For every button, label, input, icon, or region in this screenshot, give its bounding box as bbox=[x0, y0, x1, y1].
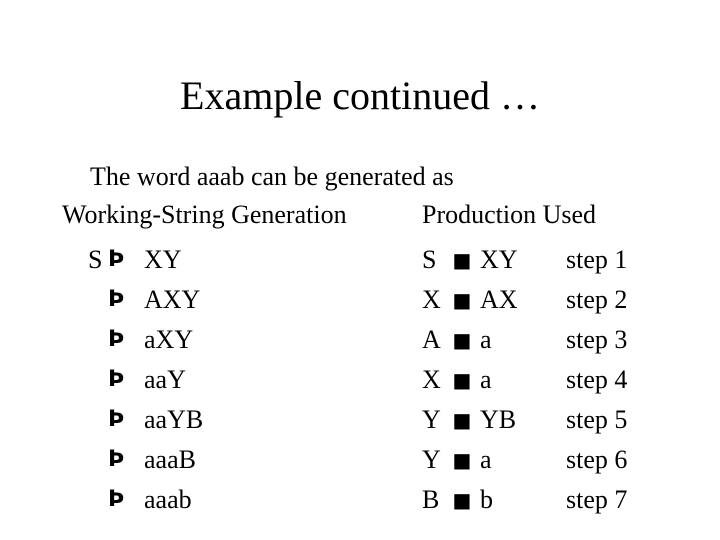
production-row bbox=[422, 440, 627, 480]
implies-arrow-icon: Þ bbox=[108, 367, 125, 392]
production-rhs: YB bbox=[480, 405, 517, 434]
production-lhs: A bbox=[422, 325, 441, 354]
implies-arrow-icon: Þ bbox=[108, 487, 125, 512]
implies-arrow-icon: Þ bbox=[108, 327, 125, 352]
working-string: aaaB bbox=[144, 445, 196, 474]
derivation-row bbox=[88, 360, 203, 400]
production-marker-icon: ■ bbox=[452, 488, 472, 512]
derivation-row bbox=[88, 400, 203, 440]
production-lhs: S bbox=[422, 245, 437, 274]
production-rhs: a bbox=[480, 445, 492, 474]
production-lhs: Y bbox=[422, 445, 441, 474]
start-symbol: S bbox=[88, 245, 103, 274]
implies-arrow-icon: Þ bbox=[108, 247, 125, 272]
implies-arrow-icon: Þ bbox=[108, 407, 125, 432]
production-step: step 5 bbox=[566, 405, 628, 434]
slide-title: Example continued … bbox=[180, 73, 540, 118]
working-string: aaY bbox=[144, 365, 186, 394]
working-string: aaYB bbox=[144, 405, 204, 434]
production-step: step 2 bbox=[566, 285, 628, 314]
production-marker-icon: ■ bbox=[452, 288, 472, 312]
production-row bbox=[422, 360, 627, 400]
production-lhs: X bbox=[422, 365, 441, 394]
intro-text: The word aaab can be generated as bbox=[90, 162, 454, 191]
production-rhs: a bbox=[480, 365, 492, 394]
production-step: step 3 bbox=[566, 325, 628, 354]
production-rhs: b bbox=[480, 485, 493, 514]
production-row bbox=[422, 400, 627, 440]
production-marker-icon: ■ bbox=[452, 448, 472, 472]
production-list bbox=[422, 240, 627, 520]
production-lhs: Y bbox=[422, 405, 441, 434]
production-row bbox=[422, 480, 627, 520]
working-string: AXY bbox=[144, 285, 201, 314]
working-string: aXY bbox=[144, 325, 194, 354]
production-step: step 1 bbox=[566, 245, 628, 274]
working-string: XY bbox=[144, 245, 182, 274]
production-header: Production Used bbox=[422, 200, 597, 229]
production-step: step 6 bbox=[566, 445, 628, 474]
implies-arrow-icon: Þ bbox=[108, 447, 125, 472]
production-rhs: a bbox=[480, 325, 492, 354]
production-step: step 7 bbox=[566, 485, 628, 514]
derivation-row bbox=[88, 240, 203, 280]
production-marker-icon: ■ bbox=[452, 368, 472, 392]
implies-arrow-icon: Þ bbox=[108, 287, 125, 312]
production-row bbox=[422, 320, 627, 360]
derivation-list bbox=[88, 240, 203, 520]
production-step: step 4 bbox=[566, 365, 628, 394]
production-marker-icon: ■ bbox=[452, 408, 472, 432]
derivation-row bbox=[88, 320, 203, 360]
derivation-header: Working-String Generation bbox=[62, 200, 347, 229]
production-lhs: B bbox=[422, 485, 440, 514]
production-marker-icon: ■ bbox=[452, 328, 472, 352]
working-string: aaab bbox=[144, 485, 192, 514]
production-rhs: AX bbox=[480, 285, 518, 314]
production-rhs: XY bbox=[480, 245, 518, 274]
production-row bbox=[422, 280, 627, 320]
production-marker-icon: ■ bbox=[452, 248, 472, 272]
derivation-row bbox=[88, 480, 203, 520]
derivation-row bbox=[88, 440, 203, 480]
derivation-row bbox=[88, 280, 203, 320]
production-lhs: X bbox=[422, 285, 441, 314]
production-row bbox=[422, 240, 627, 280]
